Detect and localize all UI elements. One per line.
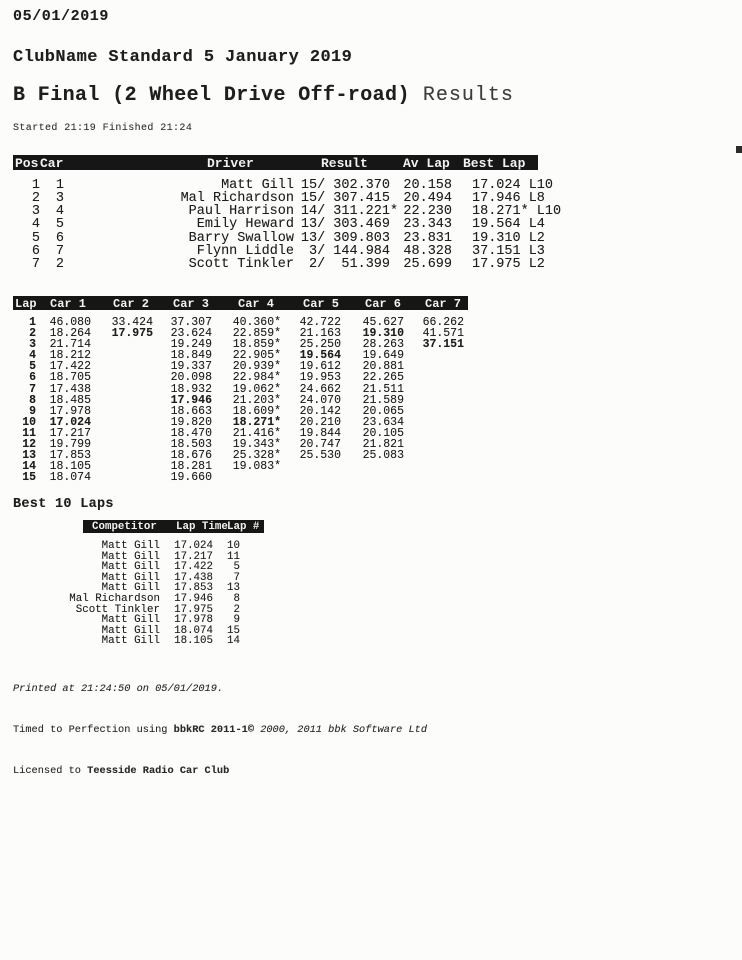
results-header-pos: Pos: [15, 156, 39, 171]
licensed-club-name: Teesside Radio Car Club: [87, 765, 230, 778]
laptime-cell: 17.975: [174, 603, 213, 616]
lap-time-cell: [404, 361, 464, 372]
lap-time-cell: [91, 450, 153, 461]
car-cell: 3: [55, 191, 64, 207]
lap-time-cell: 21.589: [362, 393, 404, 407]
lap-header-car6: Car 6: [365, 297, 402, 311]
lap-number-cell: 13: [22, 449, 36, 463]
lapnumber-cell: 13: [227, 582, 240, 595]
lap-number-cell: 14: [22, 460, 36, 474]
bestlap-cell: 18.271* L10: [472, 204, 562, 220]
lap-header-car2: Car 2: [113, 297, 150, 311]
result-cell: 2/ 51.399: [308, 256, 390, 272]
lap-header-car7: Car 7: [425, 297, 462, 311]
best-header-competitor: Competitor: [92, 521, 157, 533]
results-row: [13, 258, 562, 271]
laptime-cell: 17.217: [174, 550, 213, 563]
lap-header-car3: Car 3: [173, 297, 210, 311]
lap-time-cell: 20.105: [362, 426, 404, 440]
lap-time-cell: 22.859*: [232, 327, 281, 341]
lapnumber-cell: 8: [233, 592, 240, 605]
lap-time-cell: [404, 439, 464, 450]
results-header-bestlap: Best Lap: [463, 156, 526, 171]
pos-cell: 5: [31, 230, 40, 246]
best-laps-header-bar: [83, 520, 264, 533]
lap-time-cell: [404, 472, 464, 483]
car-cell: 1: [55, 178, 64, 193]
results-header-driver: Driver: [207, 156, 254, 171]
result-cell: 3/ 144.984: [308, 243, 390, 259]
lap-time-cell: [281, 461, 341, 472]
avlap-cell: 23.343: [403, 217, 452, 233]
lap-time-cell: 23.634: [362, 415, 404, 429]
car-cell: 6: [55, 230, 64, 246]
scan-artifact: [736, 146, 742, 153]
event-title: ClubName Standard 5 January 2019: [13, 48, 353, 67]
lap-time-cell: 18.212: [49, 349, 91, 363]
bestlap-cell: 17.024 L10: [472, 178, 554, 193]
bestlap-cell: 19.564 L4: [472, 217, 545, 233]
lap-time-cell: 20.098: [170, 371, 212, 385]
results-header-car: Car: [40, 156, 64, 171]
lap-time-cell: 24.662: [299, 382, 341, 396]
lap-time-cell: 19.799: [49, 438, 91, 452]
avlap-cell: 25.699: [403, 256, 452, 272]
results-row: [13, 218, 562, 231]
race-title: B Final (2 Wheel Drive Off-road): [13, 84, 410, 107]
results-table: [13, 179, 562, 271]
lap-table-header-bar: [13, 296, 468, 310]
laptime-cell: 17.438: [174, 571, 213, 584]
lap-time-cell: [91, 461, 153, 472]
lap-number-cell: 4: [29, 349, 36, 363]
results-label: Results: [422, 84, 514, 107]
laptime-cell: 18.105: [174, 635, 213, 648]
lap-time-cell: 18.105: [49, 460, 91, 474]
lap-time-cell: [404, 384, 464, 395]
bestlap-cell: 37.151 L3: [472, 243, 545, 259]
lap-header-car4: Car 4: [238, 297, 275, 311]
lap-time-cell: 37.151: [422, 338, 464, 352]
lapnumber-cell: 14: [227, 635, 240, 648]
lap-header-lap: Lap: [15, 297, 37, 311]
lap-times-table: [13, 317, 464, 483]
lapnumber-cell: 5: [233, 561, 240, 574]
lap-time-cell: 18.271*: [232, 415, 281, 429]
lap-number-cell: 3: [29, 338, 36, 352]
competitor-cell: Matt Gill: [101, 561, 160, 574]
lap-number-cell: 7: [29, 382, 36, 396]
lap-header-car1: Car 1: [50, 297, 87, 311]
lap-time-cell: 20.210: [299, 415, 341, 429]
results-header-result: Result: [321, 156, 368, 171]
lap-time-cell: 37.307: [170, 316, 212, 329]
lap-time-cell: 18.676: [170, 449, 212, 463]
lap-time-cell: 19.062*: [232, 382, 281, 396]
software-line: [13, 724, 427, 738]
lap-time-cell: [212, 472, 281, 483]
lap-time-cell: 19.660: [170, 471, 212, 485]
lap-time-cell: 41.571: [422, 327, 464, 341]
pos-cell: 4: [31, 217, 40, 233]
lap-time-cell: 25.250: [299, 338, 341, 352]
lap-time-cell: 40.360*: [232, 316, 281, 329]
driver-cell: Barry Swallow: [188, 230, 294, 246]
lap-time-cell: 42.722: [299, 316, 341, 329]
car-cell: 5: [55, 217, 64, 233]
pos-cell: 3: [31, 204, 40, 220]
driver-cell: Paul Harrison: [188, 204, 294, 220]
results-header-avlap: Av Lap: [403, 156, 450, 171]
lap-time-cell: [91, 395, 153, 406]
lapnumber-cell: 11: [227, 550, 240, 563]
result-cell: 14/ 311.221 *: [300, 204, 399, 220]
lap-time-cell: [404, 417, 464, 428]
lap-time-cell: 21.416*: [232, 426, 281, 440]
lap-time-cell: 46.080: [49, 316, 91, 329]
results-row: [13, 232, 562, 245]
result-cell: 13/ 303.469: [300, 217, 390, 233]
lap-time-cell: 19.649: [362, 349, 404, 363]
best-lap-row: [13, 594, 240, 605]
lap-time-cell: 28.263: [362, 338, 404, 352]
driver-cell: Mal Richardson: [180, 191, 294, 207]
lapnumber-cell: 2: [233, 603, 240, 616]
lap-time-cell: 17.422: [49, 360, 91, 374]
lap-time-cell: 25.083: [362, 449, 404, 463]
avlap-cell: 20.158: [403, 178, 452, 193]
lap-time-cell: [91, 439, 153, 450]
lap-row: [13, 384, 464, 395]
lap-time-cell: 18.849: [170, 349, 212, 363]
lap-time-cell: 19.612: [299, 360, 341, 374]
avlap-cell: 48.328: [403, 243, 452, 259]
lap-time-cell: 17.853: [49, 449, 91, 463]
competitor-cell: Matt Gill: [101, 550, 160, 563]
lap-time-cell: 20.065: [362, 404, 404, 418]
lap-time-cell: 17.975: [111, 327, 153, 341]
session-times: Started 21:19 Finished 21:24: [13, 123, 193, 134]
lap-time-cell: 17.978: [49, 404, 91, 418]
result-cell: 15/ 307.415: [300, 191, 390, 207]
lap-time-cell: [91, 384, 153, 395]
lap-time-cell: 20.939*: [232, 360, 281, 374]
best-laps-table: [13, 541, 240, 647]
lapnumber-cell: 10: [227, 540, 240, 552]
competitor-cell: Matt Gill: [101, 614, 160, 627]
results-table-header-bar: [13, 155, 538, 170]
lap-time-cell: 21.163: [299, 327, 341, 341]
lap-time-cell: 21.714: [49, 338, 91, 352]
license-line: [13, 765, 427, 779]
lap-number-cell: 12: [22, 438, 36, 452]
lap-time-cell: [404, 450, 464, 461]
lap-time-cell: 17.024: [49, 415, 91, 429]
competitor-cell: Matt Gill: [101, 540, 160, 552]
competitor-cell: Matt Gill: [101, 624, 160, 637]
lap-number-cell: 11: [22, 426, 36, 440]
asterisk-flag: *: [390, 204, 399, 220]
laptime-cell: 18.074: [174, 624, 213, 637]
lap-time-cell: 19.083*: [232, 460, 281, 474]
timed-prefix: Timed to Perfection using: [13, 723, 174, 736]
competitor-cell: Scott Tinkler: [75, 603, 160, 616]
lap-time-cell: 20.142: [299, 404, 341, 418]
lap-time-cell: 18.859*: [232, 338, 281, 352]
printed-at-line: Printed at 21:24:50 on 05/01/2019.: [13, 682, 224, 695]
lap-time-cell: 17.217: [49, 426, 91, 440]
driver-cell: Emily Heward: [196, 217, 294, 233]
software-copyright: 2000, 2011 bbk Software Ltd: [254, 723, 428, 736]
lap-time-cell: [341, 472, 404, 483]
best-header-lapnumber: Lap #: [227, 521, 260, 533]
lap-time-cell: 18.705: [49, 371, 91, 385]
competitor-cell: Mal Richardson: [69, 592, 160, 605]
lap-time-cell: 18.609*: [232, 404, 281, 418]
print-date: 05/01/2019: [13, 8, 110, 25]
result-cell: 15/ 302.370: [300, 178, 390, 193]
lap-time-cell: [404, 395, 464, 406]
lap-time-cell: 23.624: [170, 327, 212, 341]
lap-time-cell: 22.905*: [232, 349, 281, 363]
lap-time-cell: 21.821: [362, 438, 404, 452]
lap-time-cell: 19.564: [299, 349, 341, 363]
lap-time-cell: [404, 350, 464, 361]
lap-time-cell: [404, 428, 464, 439]
competitor-cell: Matt Gill: [101, 635, 160, 648]
lap-time-cell: [91, 350, 153, 361]
result-cell: 13/ 309.803: [300, 230, 390, 246]
competitor-cell: Matt Gill: [101, 571, 160, 584]
laptime-cell: 17.978: [174, 614, 213, 627]
lapnumber-cell: 7: [233, 571, 240, 584]
lap-time-cell: 18.264: [49, 327, 91, 341]
lap-time-cell: 25.328*: [232, 449, 281, 463]
lap-time-cell: 18.281: [170, 460, 212, 474]
software-name: bbkRC 2011-1©: [173, 723, 255, 736]
best-lap-row: [13, 541, 240, 552]
lap-number-cell: 10: [22, 415, 36, 429]
lap-row: [13, 372, 464, 383]
lap-time-cell: 25.530: [299, 449, 341, 463]
lap-time-cell: 19.310: [362, 327, 404, 341]
avlap-cell: 20.494: [403, 191, 452, 207]
lap-time-cell: [281, 472, 341, 483]
lap-time-cell: [341, 461, 404, 472]
lap-time-cell: 66.262: [422, 316, 464, 329]
laptime-cell: 17.422: [174, 561, 213, 574]
lap-number-cell: 15: [22, 471, 36, 485]
car-cell: 2: [55, 256, 64, 272]
laptime-cell: 17.024: [174, 540, 213, 552]
lap-time-cell: 18.663: [170, 404, 212, 418]
avlap-cell: 22.230: [403, 204, 452, 220]
lap-time-cell: 45.627: [362, 316, 404, 329]
pos-cell: 6: [31, 243, 40, 259]
best-laps-title: Best 10 Laps: [13, 497, 114, 512]
lap-time-cell: 17.946: [170, 393, 212, 407]
lap-time-cell: 24.070: [299, 393, 341, 407]
lap-number-cell: 6: [29, 371, 36, 385]
lap-time-cell: 18.932: [170, 382, 212, 396]
lap-time-cell: 18.485: [49, 393, 91, 407]
bestlap-cell: 19.310 L2: [472, 230, 545, 246]
lap-time-cell: 19.844: [299, 426, 341, 440]
lap-time-cell: 22.265: [362, 371, 404, 385]
lap-header-car5: Car 5: [303, 297, 340, 311]
car-cell: 4: [55, 204, 64, 220]
competitor-cell: Matt Gill: [101, 582, 160, 595]
laptime-cell: 17.853: [174, 582, 213, 595]
lap-number-cell: 1: [29, 316, 36, 329]
lap-time-cell: [404, 372, 464, 383]
lap-time-cell: [91, 361, 153, 372]
lap-time-cell: 18.470: [170, 426, 212, 440]
lap-number-cell: 9: [29, 404, 36, 418]
lap-time-cell: 20.747: [299, 438, 341, 452]
lap-number-cell: 2: [29, 327, 36, 341]
page-footer: [13, 655, 427, 807]
best-lap-row: [13, 636, 240, 647]
results-row: [13, 245, 562, 258]
lap-time-cell: 19.249: [170, 338, 212, 352]
lap-time-cell: 19.953: [299, 371, 341, 385]
lapnumber-cell: 15: [227, 624, 240, 637]
licensed-prefix: Licensed to: [13, 765, 88, 778]
car-cell: 7: [55, 243, 64, 259]
pos-cell: 1: [31, 178, 40, 193]
lap-time-cell: 19.343*: [232, 438, 281, 452]
best-header-laptime: Lap Time: [176, 521, 228, 533]
lap-time-cell: 21.511: [362, 382, 404, 396]
lap-number-cell: 5: [29, 360, 36, 374]
lap-time-cell: [91, 472, 153, 483]
avlap-cell: 23.831: [403, 230, 452, 246]
lap-time-cell: [404, 461, 464, 472]
lapnumber-cell: 9: [233, 614, 240, 627]
lap-time-cell: 22.984*: [232, 371, 281, 385]
lap-number-cell: 8: [29, 393, 36, 407]
lap-time-cell: 20.881: [362, 360, 404, 374]
lap-time-cell: [91, 406, 153, 417]
lap-time-cell: 19.337: [170, 360, 212, 374]
pos-cell: 2: [31, 191, 40, 207]
lap-time-cell: 19.820: [170, 415, 212, 429]
lap-time-cell: 18.503: [170, 438, 212, 452]
pos-cell: 7: [31, 256, 40, 272]
laptime-cell: 17.946: [174, 592, 213, 605]
driver-cell: Flynn Liddle: [196, 243, 294, 259]
bestlap-cell: 17.975 L2: [472, 256, 545, 272]
lap-time-cell: [91, 428, 153, 439]
lap-time-cell: 17.438: [49, 382, 91, 396]
lap-time-cell: 33.424: [111, 316, 153, 329]
lap-time-cell: [91, 417, 153, 428]
lap-time-cell: 21.203*: [232, 393, 281, 407]
lap-row: [13, 472, 464, 483]
bestlap-cell: 17.946 L8: [472, 191, 545, 207]
lap-time-cell: [91, 339, 153, 350]
driver-cell: Scott Tinkler: [188, 256, 294, 272]
race-title-row: [13, 84, 514, 107]
lap-time-cell: 18.074: [49, 471, 91, 485]
lap-time-cell: [404, 406, 464, 417]
lap-time-cell: [91, 372, 153, 383]
driver-cell: Matt Gill: [221, 178, 294, 193]
